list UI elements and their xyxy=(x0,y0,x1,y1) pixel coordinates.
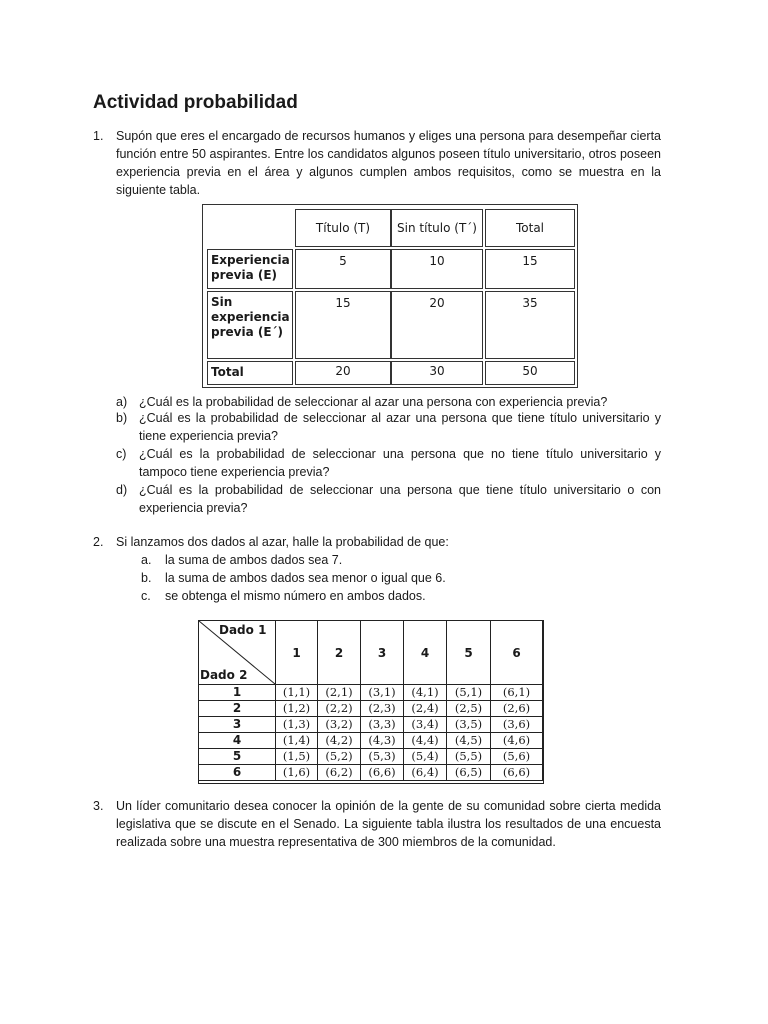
col-header: 3 xyxy=(361,621,404,685)
subquestion-label: a. xyxy=(141,553,152,567)
table-cell: (4,4) xyxy=(404,733,447,749)
question-number: 3. xyxy=(93,799,104,813)
subquestion-label: a) xyxy=(116,395,128,409)
col-header: 4 xyxy=(404,621,447,685)
subquestion-text: la suma de ambos dados sea 7. xyxy=(165,553,343,567)
row-label: Experiencia previa (E) xyxy=(207,249,293,289)
table-cell: (2,1) xyxy=(318,685,361,701)
header-sin-titulo: Sin título (T´) xyxy=(391,209,483,247)
row-header: 3 xyxy=(199,717,276,733)
table-cell: 10 xyxy=(391,249,483,289)
subquestion-text: la suma de ambos dados sea menor o igual que 6. xyxy=(165,571,446,585)
row-label: Total xyxy=(207,361,293,385)
dice-outcomes-table xyxy=(198,620,544,784)
row-header: 5 xyxy=(199,749,276,765)
table-cell: (5,4) xyxy=(404,749,447,765)
table-cell: (2,2) xyxy=(318,701,361,717)
table-cell: 20 xyxy=(391,291,483,359)
col-header: 1 xyxy=(276,621,318,685)
table-cell: (1,3) xyxy=(276,717,318,733)
table-cell: (5,1) xyxy=(447,685,491,701)
table-cell: (3,3) xyxy=(361,717,404,733)
table-cell: (3,2) xyxy=(318,717,361,733)
table-cell: (5,5) xyxy=(447,749,491,765)
question-number: 2. xyxy=(93,535,104,549)
subquestion-label: c. xyxy=(141,589,151,603)
table-cell: (6,1) xyxy=(491,685,543,701)
table-cell: 5 xyxy=(295,249,391,289)
table-cell: (6,6) xyxy=(491,765,543,781)
col-header: 6 xyxy=(491,621,543,685)
table-cell: 50 xyxy=(485,361,575,385)
header-titulo: Título (T) xyxy=(295,209,391,247)
question-text: Un líder comunitario desea conocer la opinión de la gente de su comunidad sobre cierta medida legislativa que se discute en el Senado. La siguiente tabla ilustra los resultados de una encuesta realizada sobre una muestra representativa de 300 miembros de la comunidad. xyxy=(116,799,661,849)
table-cell: (4,1) xyxy=(404,685,447,701)
table-cell: (3,1) xyxy=(361,685,404,701)
header-total: Total xyxy=(485,209,575,247)
subquestion-text: ¿Cuál es la probabilidad de seleccionar al azar una persona que tiene título universitario y tiene experiencia previa? xyxy=(139,411,661,443)
table-corner xyxy=(199,621,276,685)
table-cell: (2,3) xyxy=(361,701,404,717)
table-cell: (4,3) xyxy=(361,733,404,749)
row-header: 1 xyxy=(199,685,276,701)
table-cell: (2,4) xyxy=(404,701,447,717)
question-text: Si lanzamos dos dados al azar, halle la probabilidad de que: xyxy=(116,535,449,549)
table-cell: (6,6) xyxy=(361,765,404,781)
table-cell: 35 xyxy=(485,291,575,359)
table-cell: (5,2) xyxy=(318,749,361,765)
subquestion-text: ¿Cuál es la probabilidad de seleccionar al azar una persona con experiencia previa? xyxy=(139,395,608,409)
table-cell: (5,6) xyxy=(491,749,543,765)
table-cell: (6,4) xyxy=(404,765,447,781)
row-header: 6 xyxy=(199,765,276,781)
page-title: Actividad probabilidad xyxy=(93,92,298,113)
corner-bottom-label: Dado 2 xyxy=(200,668,248,682)
table-cell: (1,6) xyxy=(276,765,318,781)
table-cell: 15 xyxy=(295,291,391,359)
table-cell: (1,1) xyxy=(276,685,318,701)
table-cell: (2,5) xyxy=(447,701,491,717)
row-header: 4 xyxy=(199,733,276,749)
subquestion-label: b. xyxy=(141,571,152,585)
table-cell: 20 xyxy=(295,361,391,385)
corner-top-label: Dado 1 xyxy=(219,623,267,637)
table-cell: (2,6) xyxy=(491,701,543,717)
question-text: Supón que eres el encargado de recursos humanos y eliges una persona para desempeñar cierta función entre 50 aspirantes. Entre los candidatos algunos poseen título universitario, otros poseen experiencia previa en el área y algunos cumplen ambos requisitos, como se muestra en la siguiente tabla. xyxy=(116,129,661,197)
col-header: 5 xyxy=(447,621,491,685)
table-cell: (6,5) xyxy=(447,765,491,781)
row-label: Sin experiencia previa (E´) xyxy=(207,291,293,359)
subquestion-text: se obtenga el mismo número en ambos dados. xyxy=(165,589,426,603)
subquestion-label: b) xyxy=(116,411,128,425)
table-cell: (4,2) xyxy=(318,733,361,749)
table-cell: (1,5) xyxy=(276,749,318,765)
table-cell: (3,5) xyxy=(447,717,491,733)
col-header: 2 xyxy=(318,621,361,685)
subquestion-text: ¿Cuál es la probabilidad de seleccionar una persona que tiene título universitario o con experiencia previa? xyxy=(139,483,661,515)
table-cell: (4,5) xyxy=(447,733,491,749)
subquestion-label: c) xyxy=(116,447,127,461)
table-cell: (1,4) xyxy=(276,733,318,749)
subquestion-label: d) xyxy=(116,483,128,497)
table-corner xyxy=(205,207,293,247)
subquestion-text: ¿Cuál es la probabilidad de seleccionar una persona que no tiene título universitario y tampoco tiene experiencia previa? xyxy=(139,447,661,479)
table-cell: (3,4) xyxy=(404,717,447,733)
table-cell: 30 xyxy=(391,361,483,385)
subquestion xyxy=(141,551,342,569)
table-cell: (1,2) xyxy=(276,701,318,717)
table-cell: (5,3) xyxy=(361,749,404,765)
table-cell: (4,6) xyxy=(491,733,543,749)
question-number: 1. xyxy=(93,129,104,143)
title-experience-table xyxy=(202,204,578,388)
subquestion xyxy=(141,587,426,605)
row-header: 2 xyxy=(199,701,276,717)
table-cell: 15 xyxy=(485,249,575,289)
table-cell: (6,2) xyxy=(318,765,361,781)
table-cell: (3,6) xyxy=(491,717,543,733)
subquestion xyxy=(141,569,446,587)
